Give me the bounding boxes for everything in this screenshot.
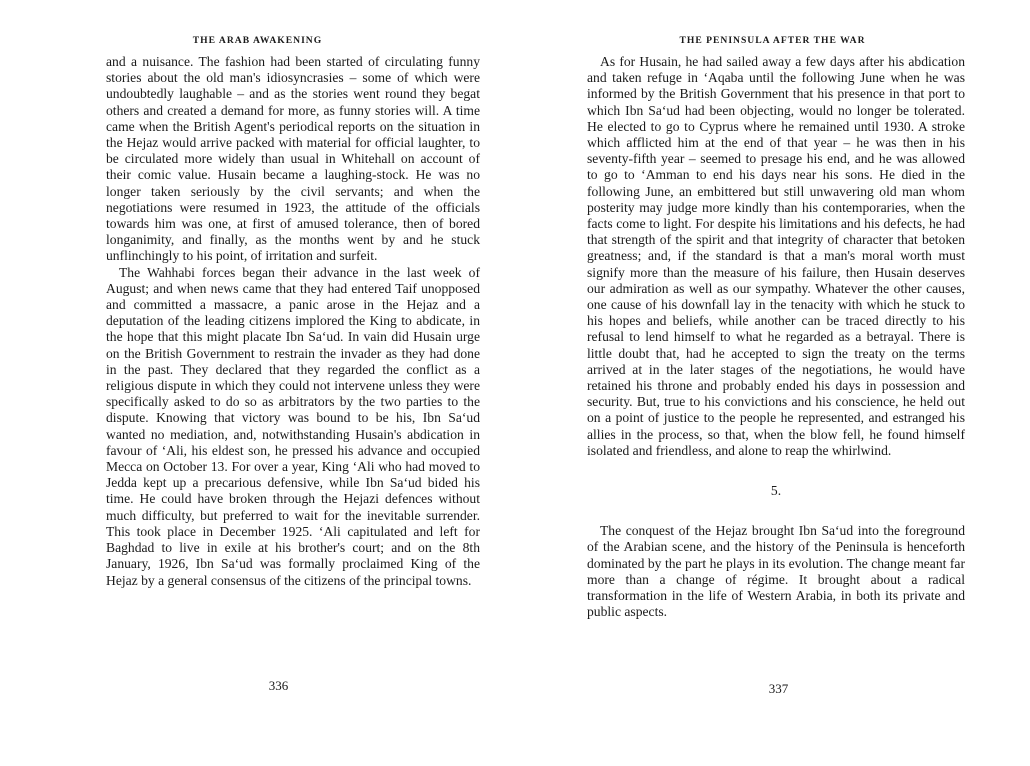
running-head-right: THE PENINSULA AFTER THE WAR (679, 35, 866, 46)
right-page (515, 0, 1030, 766)
running-head-left: THE ARAB AWAKENING (192, 35, 323, 46)
paragraph: The Wahhabi forces began their advance in the last week of August; and when news came that they had entered Taif unopposed and committed a massacre, a panic arose in the Hejaz and a deputation of the leading citizens implored the King to abdicate, in the hope that this might placate Ibn Sa‘ud. In vain did Husain urge on the British Government to restrain the invader as they had done in the past. They declared that they regarded the conflict as a religious dispute in which they could not intervene unless they were specifically asked to do so as arbitrators by the two parties to the dispute. Knowing that victory was bound to be his, Ibn Sa‘ud wanted no mediation, and, notwithstanding Husain's abdication in favour of ‘Ali, his eldest son, he pressed his advance and occupied Mecca on October 13. For over a year, King ‘Ali who had moved to Jedda kept up a precarious defensive, while Ibn Sa‘ud bided his time. He could have broken through the Hejazi defences without much difficulty, but preferred to wait for the inevitable surrender. This took place in December 1925. ‘Ali capitulated and left for Baghdad to live in exile at his brother's court; and on the 8th January, 1926, Ibn Sa‘ud was formally proclaimed King of the Hejaz by a general consensus of the citizens of the principal towns. (106, 264, 480, 588)
paragraph: The conquest of the Hejaz brought Ibn Sa‘ud into the foreground of the Arabian scene, and the history of the Peninsula is henceforth dominated by the part he plays in its evolution. The change meant far more than a change of régime. It brought about a radical transformation in the life of Western Arabia, in both its private and public aspects. (587, 523, 965, 620)
page-number-left: 336 (268, 678, 289, 693)
paragraph: As for Husain, he had sailed away a few days after his abdication and taken refuge in ‘Aqaba until the following June when he was informed by the British Government that his presence in that port to which Ibn Sa‘ud had been objecting, would no longer be tolerated. He elected to go to Cyprus where he remained until 1930. A stroke which afflicted him at the end of that year – he was then in his seventy-fifth year – seemed to presage his end, and he was allowed to go to ‘Amman to end his days near his sons. He died in the following June, an embittered but still unwavering old man whom posterity may judge more kindly than his contemporaries, when the facts come to light. For despite his limitations and his defects, he had that strength of the spirit and that integrity of character that betoken greatness; and, if the standard is that a man's moral worth must signify more than the measure of his failure, then Husain deserves our admiration as well as our sympathy. Whatever the other causes, one cause of his downfall lay in the tenacity with which he stuck to his hopes and beliefs, while another can be traced directly to his refusal to lend himself to what he regarded as a betrayal. There is little doubt that, had he accepted to sign the treaty on the terms arrived at in the later stages of the negotiations, he would have retained his throne and probably ended his days in possession and security. But, true to his convictions and his conscience, he held out on a point of justice to the people he represented, and estranged his allies in the process, so that, when the blow fell, he found himself isolated and friendless, and alone to reap the whirlwind. (587, 54, 965, 458)
page-number-right: 337 (768, 681, 789, 696)
section-number: 5. (770, 483, 782, 499)
right-page-body (587, 54, 965, 621)
left-page-body (106, 54, 480, 589)
paragraph: and a nuisance. The fashion had been started of circulating funny stories about the old man's idiosyncrasies – some of which were undoubtedly laughable – and as the stories went round they begat others and created a demand for more, as funny stories will. A time came when the British Agent's periodical reports on the situation in the Hejaz would arrive packed with material for official laughter, to be circulated more widely than usual in Whitehall on account of their comic value. Husain became a laughing-stock. He was no longer taken seriously by the civil servants; and when the negotiations were resumed in 1923, the attitude of the officials towards him was one, at first of amused tolerance, then of bored longanimity, and finally, as the months went by and he stuck unflinchingly to his point, of irritation and surfeit. (106, 54, 480, 264)
